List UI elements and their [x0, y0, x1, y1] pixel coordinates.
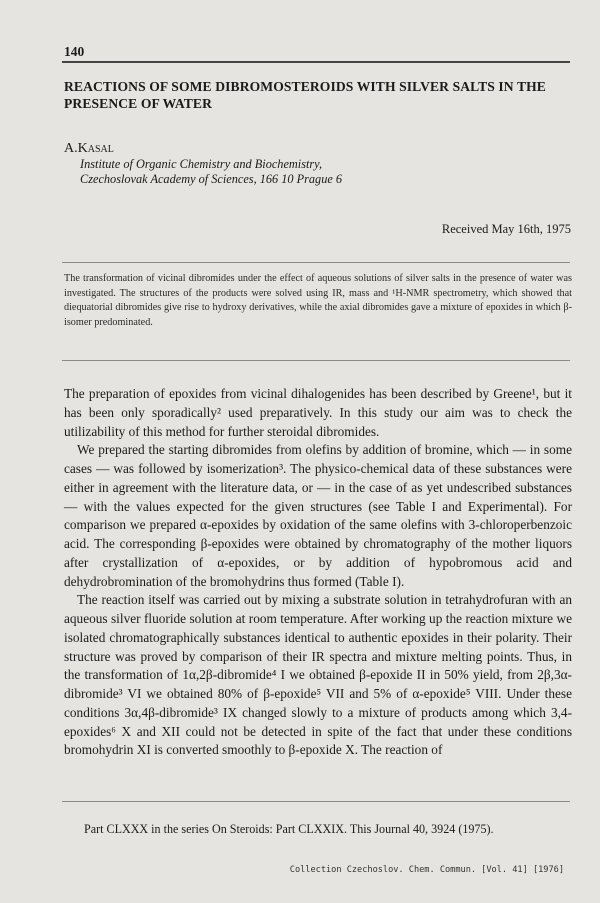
- body-paragraph-3: The reaction itself was carried out by mixing a substrate solution in tetrahydrofuran with an aqueous silver fluoride solution at room temperature. After working up the reaction mixture we isolated chromatographically substances identical to authentic epoxides in their polarity. Their structure was proved by comparison of their IR spectra and mixture melting points. Thus, in the transformation of 1α,2β-dibromide⁴ I we obtained β-epoxide II in 50% yield, from 2β,3α-dibromide³ VI we obtained 80% of β-epoxide⁵ VII and 5% of α-epoxide⁵ VIII. Under these conditions 3α,4β-dibromide³ IX changed slowly to a mixture of products among which 3,4-epoxides⁶ X and XII could not be detected in spite of the fact that under these conditions bromohydrin XI is converted smoothly to β-epoxide X. The reaction of: [64, 592, 572, 758]
- article-title: REACTIONS OF SOME DIBROMOSTEROIDS WITH SILVER SALTS IN THE PRESENCE OF WATER: [64, 79, 546, 111]
- header-rule: [62, 61, 570, 63]
- abstract-bottom-rule: [62, 360, 570, 361]
- footnote: Part CLXXX in the series On Steroids: Part CLXXIX. This Journal 40, 3924 (1975).: [84, 822, 494, 836]
- article-body: [64, 385, 572, 760]
- page-number: 140: [64, 44, 85, 59]
- abstract: The transformation of vicinal dibromides under the effect of aqueous solutions of silver salts in the presence of water was investigated. The structures of the products were solved using IR, mass and ¹H-NMR spectrometry, which showed that diequatorial dibromides give rise to hydroxy derivatives, while the axial dibromides gave a mixture of epoxides in which β-isomer predominated.: [64, 273, 572, 328]
- journal-footer: Collection Czechoslov. Chem. Commun. [Vol. 41] [1976]: [289, 865, 564, 875]
- body-paragraph-1: The preparation of epoxides from vicinal dihalogenides has been described by Greene¹, but it has been only sporadically² used preparatively. In this study our aim was to check the utilizability of this method for further steroidal dibromides.: [64, 386, 572, 439]
- affiliation-line-1: Institute of Organic Chemistry and Biochemistry,: [80, 157, 323, 171]
- footnote-rule: [62, 801, 570, 802]
- body-paragraph-2: We prepared the starting dibromides from olefins by addition of bromine, which — in some cases — was followed by isomerization³. The physico-chemical data of these substances were either in agreement with the literature data, or — in the case of as yet undescribed substances — with the values expected for the given structures (see Table I and Experimental). For comparison we prepared α-epoxides by oxidation of the same olefins with 3-chloroperbenzoic acid. The corresponding β-epoxides were obtained by chromatography of the mother liquors after crystallization of α-epoxides, or by addition of hypobromous acid and dehydrobromination of the bromohydrins thus formed (Table I).: [64, 442, 572, 589]
- author-name: A.Kasal: [64, 141, 114, 156]
- abstract-top-rule: [62, 262, 570, 263]
- affiliation-line-2: Czechoslovak Academy of Sciences, 166 10 Prague 6: [80, 172, 343, 186]
- received-date: Received May 16th, 1975: [441, 222, 571, 236]
